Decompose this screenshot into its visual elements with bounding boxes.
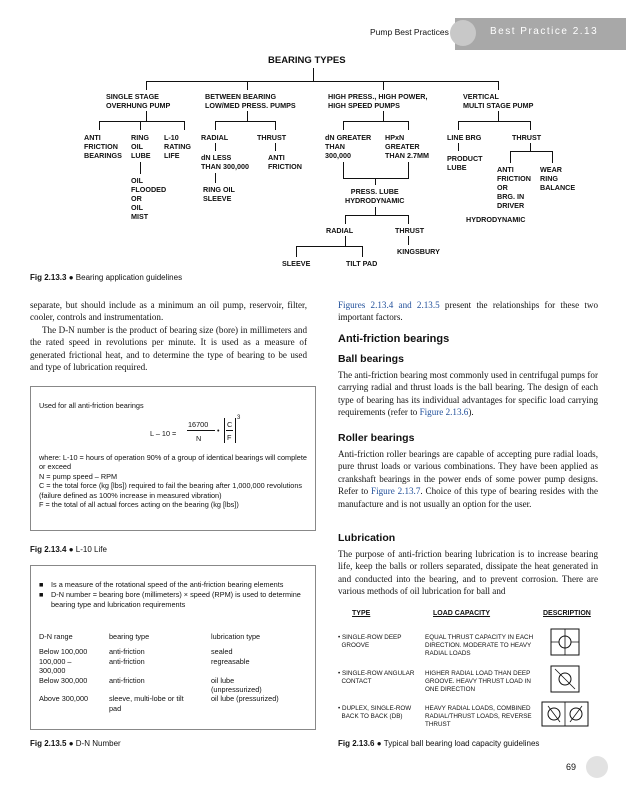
table-row: Below 100,000 anti-friction sealed [39,647,233,657]
table-row: Below 300,000 anti-friction oil lube (unpressurized) [39,675,262,695]
fig-bullet: ● [68,739,74,748]
fig-number: Fig 2.13.3 [30,273,67,282]
tree-anti-friction-2: ANTI FRICTION [268,153,302,171]
tree-thrust-3: THRUST [512,133,542,142]
row1-capacity: EQUAL THRUST CAPACITY IN EACH DIRECTION. MODERATE TO HEAVY RADIAL LOADS [425,634,534,657]
eq-numerator: 16700 [188,420,209,429]
tree-dn-less: dN LESS THAN 300,000 [201,153,249,171]
tree-product-lube: PRODUCT LUBE [447,154,483,172]
link-figures[interactable]: Figures 2.13.4 and 2.13.5 [338,300,440,310]
col-type: TYPE [352,610,371,617]
heading-lubrication: Lubrication [338,532,396,544]
tree-tilt-pad: TILT PAD [346,259,378,268]
row3-capacity: HEAVY RADIAL LOADS, COMBINED RADIAL/THRUST LOADS, REVERSE THRUST [425,705,532,728]
deep-groove-bearing-icon [549,627,581,657]
row2-capacity: HIGHER RADIAL LOAD THAN DEEP GROOVE. HEAVY THRUST LOAD IN ONE DIRECTION [425,670,531,693]
tree-anti-friction: ANTI FRICTION BEARINGS [84,133,122,160]
fig-number: Fig 2.13.5 [30,739,67,748]
row3-type: • DUPLEX, SINGLE-ROW BACK TO BACK (DB) [338,705,412,720]
tree-kingsbury: KINGSBURY [397,247,440,256]
tree-oil-flooded: OIL FLOODED OR OIL MIST [131,176,167,221]
page-number-circle [586,756,608,778]
heading-roller-bearings: Roller bearings [338,432,415,444]
fig-2-13-6-caption [338,739,539,748]
dn-number-box [30,565,316,730]
tree-between-bearing: BETWEEN BEARING LOW/MED PRESS. PUMPS [205,92,296,110]
table-row: Above 300,000 sleeve, multi-lobe or tilt pad oil lube (pressurized) [39,694,279,713]
eq-denominator: N [196,434,202,443]
col-description: DESCRIPTION [543,610,591,617]
tree-high-press: HIGH PRESS., HIGH POWER, HIGH SPEED PUMPS [328,92,428,110]
dn-table [39,632,311,713]
row2-type: • SINGLE-ROW ANGULAR CONTACT [338,670,415,685]
fig-text: L-10 Life [75,545,107,554]
table-row: 100,000 – 300,000 anti-friction regreasable [39,656,250,676]
l10-intro: Used for all anti-friction bearings [39,401,144,410]
heading-ball-bearings: Ball bearings [338,353,404,365]
fig-text: Typical ball bearing load capacity guidelines [383,739,540,748]
def-n: N = pump speed – RPM [39,471,118,481]
tree-l10: L-10 RATING LIFE [164,133,192,160]
fig-number: Fig 2.13.6 [338,739,375,748]
tree-thrust: THRUST [257,133,287,142]
fig-bullet: ● [68,273,74,282]
fig-bullet: ● [376,739,382,748]
tree-sleeve: SLEEVE [282,259,311,268]
tree-single-stage: SINGLE STAGE OVERHUNG PUMP [106,92,171,110]
left-body-text [30,299,307,373]
header-subtitle: Pump Best Practices [370,27,449,37]
header-circle [450,20,476,46]
eq-c: C [227,420,233,429]
eq-dot: • [217,426,220,435]
left-paragraph-2: The D-N number is the product of bearing size (bore) in millimeters and the rated speed in revolutions per minute. It is used as a measure of generated frictional heat, and to determine the type of bearing to be used and type of lubrication required. [30,324,307,373]
tree-wear-ring: WEAR RING BALANCE [540,165,576,192]
fig-2-13-4-caption [30,545,107,554]
heading-anti-friction: Anti-friction bearings [338,333,450,345]
fig-text: D-N Number [75,739,121,748]
tree-title: BEARING TYPES [268,55,346,66]
tree-radial: RADIAL [201,133,229,142]
def-c: C = the total force (kg [lbs]) required to fail the bearing after 1,000,000 revolutions (failure defined as 100% increase in measured vibration) [39,481,303,500]
tree-vertical: VERTICAL MULTI STAGE PUMP [463,92,534,110]
l10-life-box [30,386,316,531]
tree-dn-greater: dN GREATER THAN 300,000 [325,133,372,160]
fig-number: Fig 2.13.4 [30,545,67,554]
page-number: 69 [566,762,577,772]
def-f: F = the total of all actual forces acting on the bearing (kg [lbs]) [39,500,239,510]
fig-text: Bearing application guidelines [75,273,183,282]
right-intro: Figures 2.13.4 and 2.13.5 present the relationships for these two important factors. [338,300,598,323]
tree-press-lube: PRESS. LUBE HYDRODYNAMIC [345,187,405,205]
tree-radial-2: RADIAL [326,226,354,235]
roller-bearings-text: Anti-friction roller bearings are capable of accepting pure radial loads, pure thrust loads or various combinations. They have been applied as crankshaft bearings in the power ends of some power pump designs. Refer to Figure 2.13.7. Choice of this type of bearing resides with the manufacture and is not usually an option for the user. [338,449,598,509]
fig-bullet: ● [68,545,74,554]
left-paragraph-1: separate, but should include as a minimum an oil pump, reservoir, filter, cooler, controls and instrumentation. [30,300,307,323]
dn-bullet-2: ■ D-N number = bearing bore (millimeters) × speed (RPM) is used to determine bearing type and lubrication requirements [39,590,301,609]
link-fig-2-13-7[interactable]: Figure 2.13.7 [371,486,421,497]
tree-line-brg: LINE BRG [447,133,482,142]
eq-f: F [227,433,232,442]
row1-type: • SINGLE-ROW DEEP GROOVE [338,634,402,649]
tree-hydrodynamic: HYDRODYNAMIC [466,215,526,224]
duplex-bearing-icon [540,700,590,728]
eq-exponent: 3 [237,415,241,421]
fig-2-13-5-caption [30,739,121,748]
eq-lhs: L – 10 = [150,429,177,438]
col-load-capacity: LOAD CAPACITY [433,610,491,617]
tree-thrust-2: THRUST [395,226,425,235]
link-fig-2-13-6[interactable]: Figure 2.13.6 [419,407,469,418]
tree-ring-oil-sleeve: RING OIL SLEEVE [203,185,235,203]
fig-2-13-3-caption [30,273,182,282]
ball-bearings-text: The anti-friction bearing most commonly used in centrifugal pumps for carrying radial and thrust loads is the ball bearing. The design of each type of bearing has its individual advantages for specific load carrying requirements (refer to Figure 2.13.6). [338,370,598,418]
section-title: Best Practice 2.13 [490,26,599,37]
dn-table-header: D-N range bearing type lubrication type [39,632,261,641]
def-l10: where: L-10 = hours of operation 90% of a group of identical bearings will complete or exceed [39,453,307,472]
tree-anti-friction-3: ANTI FRICTION OR BRG. IN DRIVER [497,165,531,210]
dn-bullet-1: ■ Is a measure of the rotational speed of the anti-friction bearing elements [39,580,284,589]
lubrication-text: The purpose of anti-friction bearing lubrication is to increase bearing life, keep the balls or rollers separated, dissipate the heat generated in and conducted into the bearing, and to prevent corrosion. There are various methods of oil lubrication for ball and [338,549,598,597]
tree-ring-oil: RING OIL LUBE [131,133,151,160]
tree-hpxn: HPxN GREATER THAN 2.7MM [385,133,429,160]
angular-contact-bearing-icon [549,664,581,694]
